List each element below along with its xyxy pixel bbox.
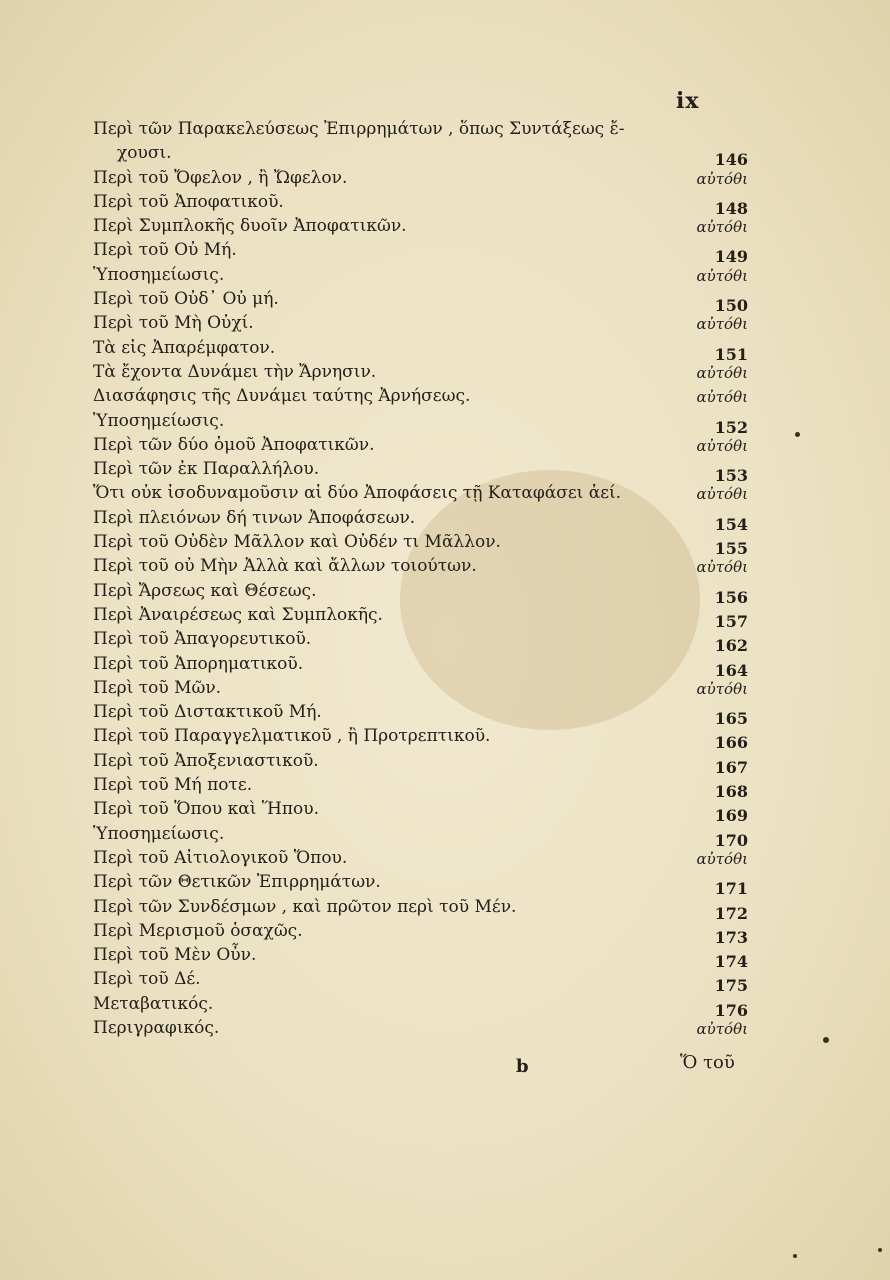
toc-entry [93, 287, 773, 316]
toc-entry [93, 117, 773, 141]
toc-entry-title: Περὶ τοῦ Διστακτικοῦ Μή. [93, 702, 322, 723]
toc-entry-page-ref: 148 [714, 198, 748, 218]
toc-entry-title: Περὶ πλειόνων δή τινων Ἀποφάσεων. [93, 507, 416, 528]
toc-entry-page-ref: 153 [714, 466, 748, 486]
toc-entry-page-ref: 156 [714, 587, 748, 607]
toc-entry-title: Περιγραφικός. [93, 1017, 220, 1038]
toc-entry [93, 676, 773, 700]
toc-entry-title: Περὶ τοῦ Μὴ Οὐχί. [93, 313, 254, 334]
toc-entry [93, 166, 773, 190]
toc-entry [93, 384, 773, 408]
toc-entry-page-ref: 170 [714, 830, 748, 850]
table-of-contents [93, 117, 773, 1040]
toc-entry [93, 652, 773, 680]
toc-entry [93, 238, 773, 267]
toc-entry [93, 311, 773, 335]
toc-entry-page-ref: αὐτόθι [696, 388, 748, 407]
toc-entry-page-ref: αὐτόθι [696, 218, 748, 237]
toc-entry-title: Διασάφησις τῆς Δυνάμει ταύτης Ἀρνήσεως. [93, 386, 471, 407]
toc-entry [93, 627, 773, 656]
toc-entry [93, 700, 773, 729]
toc-entry-title: Περὶ τοῦ Ἀποξενιαστικοῦ. [93, 750, 319, 771]
toc-entry [93, 214, 773, 238]
toc-entry-page-ref: 150 [714, 296, 748, 316]
toc-entry-title: Ὑποσημείωσις. [93, 264, 225, 285]
toc-entry [93, 433, 773, 457]
toc-entry-title: Ὑποσημείωσις. [93, 823, 225, 844]
toc-entry-title: Περὶ τοῦ Ὅπου καὶ Ἥπου. [93, 799, 320, 820]
toc-entry [93, 190, 773, 218]
toc-entry-title: Περὶ τῶν Συνδέσμων , καὶ πρῶτον περὶ τοῦ Μέν. [93, 896, 517, 917]
toc-entry [93, 263, 773, 287]
toc-entry-title: Μεταβατικός. [93, 993, 214, 1014]
toc-entry [93, 822, 773, 850]
toc-entry-page-ref: αὐτόθι [696, 315, 748, 334]
toc-entry-title: Περὶ τοῦ Αἰτιολογικοῦ Ὅπου. [93, 847, 348, 868]
toc-entry [93, 846, 773, 870]
toc-entry-page-ref: αὐτόθι [696, 679, 748, 698]
toc-entry [93, 506, 773, 534]
ink-spot [823, 1037, 829, 1043]
signature-mark: b [516, 1056, 529, 1077]
toc-entry [93, 1016, 773, 1040]
toc-entry-page-ref: 162 [714, 636, 748, 656]
toc-entry [93, 360, 773, 384]
toc-entry-title: Περὶ τοῦ Οὐδ᾽ Οὐ μή. [93, 289, 279, 310]
toc-entry [93, 992, 773, 1020]
toc-entry-page-ref: 176 [714, 1000, 748, 1020]
toc-entry [93, 870, 773, 899]
toc-entry-title: Περὶ τοῦ Δέ. [93, 969, 201, 990]
toc-entry-title: Περὶ τῶν ἐκ Παραλλήλου. [93, 459, 320, 480]
toc-entry-title: Περὶ τοῦ Ὄφελον , ἢ Ὤφελον. [93, 167, 348, 188]
toc-entry-page-ref: 172 [714, 903, 748, 923]
toc-entry-page-ref: αὐτόθι [696, 849, 748, 868]
toc-entry-title: Τὰ ἔχοντα Δυνάμει τὴν Ἄρνησιν. [93, 361, 377, 382]
toc-entry [93, 943, 773, 972]
toc-entry [93, 919, 773, 947]
toc-entry-title: Ὑποσημείωσις. [93, 410, 225, 431]
toc-entry-page-ref: 167 [714, 757, 748, 777]
toc-entry-title: χουσι. [117, 143, 172, 164]
toc-entry-page-ref: 155 [714, 539, 748, 559]
toc-entry-page-ref: 151 [714, 344, 748, 364]
toc-entry-title: Περὶ τοῦ Μῶν. [93, 677, 222, 698]
toc-entry [93, 724, 773, 753]
toc-entry-page-ref: 166 [714, 733, 748, 753]
toc-entry-page-ref: αὐτόθι [696, 169, 748, 188]
toc-entry-page-ref: 168 [714, 782, 748, 802]
toc-entry-page-ref: 165 [714, 709, 748, 729]
toc-entry-title: Περὶ τοῦ οὐ Μὴν Ἀλλὰ καὶ ἄλλων τοιούτων. [93, 556, 477, 577]
toc-entry-page-ref: 152 [714, 417, 748, 437]
toc-entry-title: Περὶ Μερισμοῦ ὁσαχῶς. [93, 920, 303, 941]
toc-entry-title: Περὶ τῶν Θετικῶν Ἐπιρρημάτων. [93, 872, 381, 893]
toc-entry [93, 554, 773, 578]
toc-entry-title: Περὶ τοῦ Μή ποτε. [93, 775, 253, 796]
toc-entry [93, 530, 773, 559]
toc-entry-title: Περὶ τοῦ Οὐ Μή. [93, 240, 237, 261]
catchword: Ὅ τοῦ [680, 1052, 735, 1073]
page-number: ix [676, 88, 700, 114]
toc-entry-page-ref: αὐτόθι [696, 266, 748, 285]
toc-entry-title: Περὶ τοῦ Μὲν Οὖν. [93, 945, 257, 966]
toc-entry [93, 749, 773, 777]
toc-entry [93, 895, 773, 923]
toc-entry-title: Ὅτι οὐκ ἰσοδυναμοῦσιν αἱ δύο Ἀποφάσεις τῇ Καταφάσει ἀεί. [93, 483, 622, 504]
ink-spot [878, 1248, 882, 1252]
toc-entry-page-ref: 157 [714, 611, 748, 631]
toc-entry-title: Τὰ εἰς Ἀπαρέμφατον. [93, 337, 276, 358]
toc-entry-title: Περὶ τοῦ Ἀπορηματικοῦ. [93, 653, 304, 674]
toc-entry [93, 967, 773, 996]
toc-entry [93, 797, 773, 826]
ink-spot [795, 432, 800, 437]
toc-entry [93, 481, 773, 505]
toc-entry-page-ref: 164 [714, 660, 748, 680]
toc-entry [93, 141, 773, 170]
toc-entry-page-ref: 175 [714, 976, 748, 996]
toc-entry [93, 579, 773, 607]
toc-entry [93, 457, 773, 486]
toc-entry-page-ref: αὐτόθι [696, 558, 748, 577]
toc-entry-title: Περὶ τοῦ Ἀπαγορευτικοῦ. [93, 629, 312, 650]
ink-spot [793, 1254, 797, 1258]
toc-entry-title: Περὶ Συμπλοκῆς δυοῖν Ἀποφατικῶν. [93, 216, 407, 237]
toc-entry [93, 603, 773, 631]
toc-entry-page-ref: 173 [714, 927, 748, 947]
toc-entry-title: Περὶ τῶν δύο ὁμοῦ Ἀποφατικῶν. [93, 434, 375, 455]
toc-entry-title: Περὶ Ἀναιρέσεως καὶ Συμπλοκῆς. [93, 604, 383, 625]
toc-entry [93, 409, 773, 437]
toc-entry-page-ref: 174 [714, 952, 748, 972]
toc-entry-page-ref: 146 [714, 150, 748, 170]
toc-entry-title: Περὶ τοῦ Ἀποφατικοῦ. [93, 191, 284, 212]
toc-entry [93, 336, 773, 364]
toc-entry-page-ref: 169 [714, 806, 748, 826]
toc-entry-title: Περὶ τοῦ Οὐδὲν Μᾶλλον καὶ Οὐδέν τι Μᾶλλον. [93, 532, 501, 553]
toc-entry-page-ref: αὐτόθι [696, 1019, 748, 1038]
toc-entry-page-ref: 149 [714, 247, 748, 267]
toc-entry-title: Περὶ Ἄρσεως καὶ Θέσεως. [93, 580, 317, 601]
toc-entry-title: Περὶ τοῦ Παραγγελματικοῦ , ἢ Προτρεπτικοῦ. [93, 726, 491, 747]
toc-entry-page-ref: αὐτόθι [696, 485, 748, 504]
toc-entry-page-ref: 171 [714, 879, 748, 899]
toc-entry-page-ref: αὐτόθι [696, 363, 748, 382]
toc-entry-title: Περὶ τῶν Παρακελεύσεως Ἐπιρρημάτων , ὅπως Συντάξεως ἔ- [93, 119, 625, 139]
toc-entry-page-ref: 154 [714, 514, 748, 534]
toc-entry-page-ref: αὐτόθι [696, 436, 748, 455]
toc-entry [93, 773, 773, 802]
